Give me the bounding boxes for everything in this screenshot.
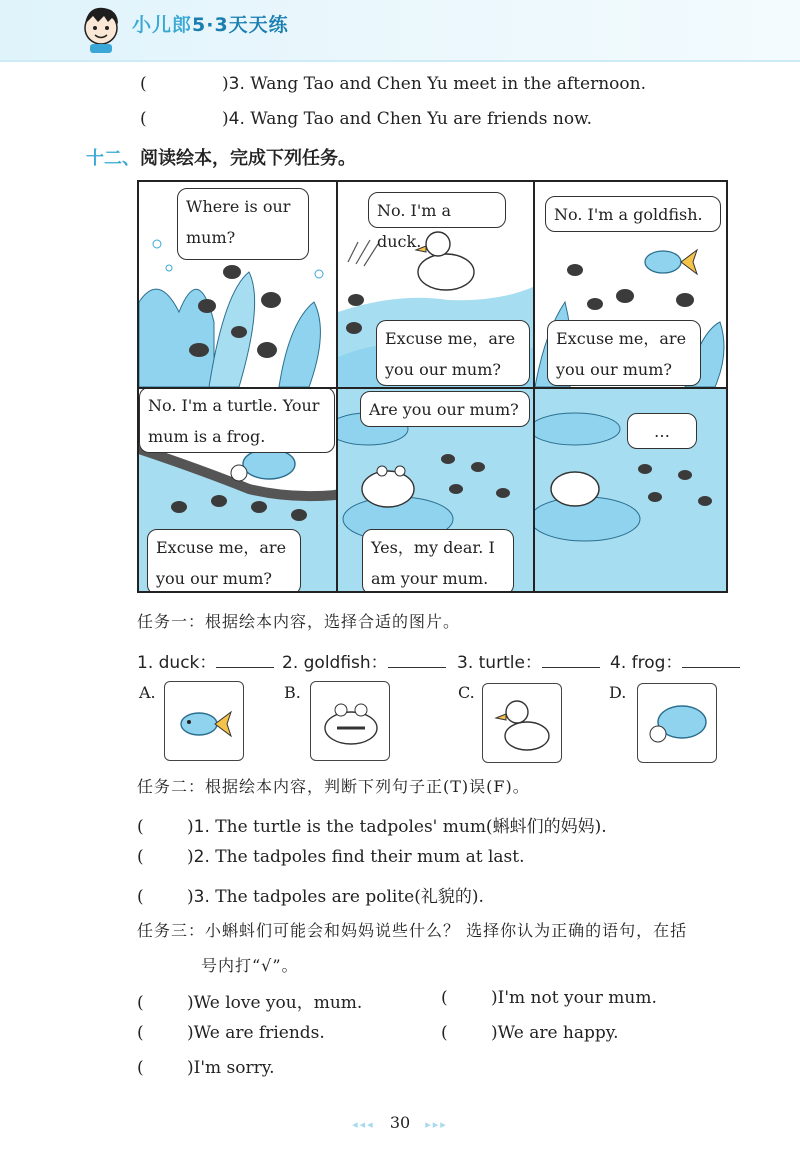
- task3-choice[interactable]: ( )We are friends.: [137, 1023, 325, 1043]
- question-text: Wang Tao and Chen Yu are friends now.: [250, 109, 592, 129]
- task1-item-turtle: [457, 648, 600, 673]
- task2-item-2: ( )2. The tadpoles find their mum at last.: [137, 847, 525, 867]
- task2-title: 任务二：根据绘本内容，判断下列句子正(T)误(F)。: [137, 777, 530, 796]
- question-number: 4.: [228, 109, 245, 129]
- answer-paren-close: ): [222, 109, 229, 129]
- page-number: 30: [389, 1113, 411, 1132]
- statement-text: The tadpoles are polite(礼貌的).: [215, 887, 484, 907]
- goldfish-icon: [165, 682, 244, 761]
- bubble-line: mum?: [186, 228, 236, 247]
- option-letter: A.: [139, 683, 156, 702]
- item-word: frog：: [631, 653, 683, 673]
- speech-bubble: [376, 320, 530, 386]
- speech-bubble: [547, 320, 701, 386]
- prev-question-3: [140, 74, 646, 94]
- option-letter: C.: [458, 683, 475, 702]
- comic-panel-2: [338, 182, 533, 387]
- question-number: 3.: [228, 74, 245, 94]
- option-b-picture[interactable]: [310, 681, 390, 761]
- bubble-line: Are you our mum?: [369, 400, 519, 419]
- frog-icon: [551, 472, 599, 506]
- bubble-line: No. I'm a duck.: [377, 201, 452, 251]
- brand-title: [132, 10, 289, 37]
- item-number: 2.: [282, 653, 299, 673]
- item-number: 3.: [193, 887, 210, 907]
- answer-paren-open[interactable]: (: [140, 74, 147, 94]
- section-heading: [86, 144, 356, 170]
- prev-question-4: [140, 109, 592, 129]
- item-number: 1.: [193, 817, 210, 837]
- option-a-picture[interactable]: [164, 681, 244, 761]
- bubble-line: Where is our: [186, 197, 291, 216]
- task2-item-1: ( )1. The turtle is the tadpoles' mum(蝌蚪们的妈妈).: [137, 817, 607, 837]
- task3-choice[interactable]: ( )We love you，mum.: [137, 993, 363, 1013]
- item-number: 4.: [610, 653, 627, 673]
- item-word: duck：: [158, 653, 217, 673]
- task3-choice[interactable]: ( )I'm sorry.: [137, 1058, 275, 1078]
- statement-text: The tadpoles find their mum at last.: [215, 847, 525, 867]
- comic-panel-1: [139, 182, 336, 387]
- section-title: 阅读绘本，完成下列任务。: [140, 148, 356, 169]
- section-number: 十二、: [86, 148, 140, 169]
- option-c-picture[interactable]: [482, 683, 562, 763]
- frog-icon: [311, 682, 390, 761]
- bubble-line: …: [654, 422, 670, 441]
- task1-item-duck: [137, 648, 274, 673]
- choice-text: We love you，mum.: [193, 993, 363, 1013]
- task3-choice[interactable]: ( )We are happy.: [441, 1023, 619, 1043]
- choice-text: We are happy.: [497, 1023, 619, 1043]
- answer-paren-close: ): [222, 74, 229, 94]
- footer-left-arrows-icon: ◂◂◂: [352, 1118, 375, 1131]
- answer-blank[interactable]: [216, 651, 274, 668]
- choice-text: We are friends.: [193, 1023, 325, 1043]
- task3-choice[interactable]: ( )I'm not your mum.: [441, 988, 657, 1008]
- answer-blank[interactable]: [682, 651, 740, 668]
- speech-bubble: [147, 529, 301, 593]
- task1-item-goldfish: [282, 648, 446, 673]
- bubble-line: Excuse me，are: [385, 329, 516, 348]
- question-text: Wang Tao and Chen Yu meet in the afternoon.: [250, 74, 647, 94]
- answer-paren-open[interactable]: (: [140, 109, 147, 129]
- goldfish-icon: [645, 250, 697, 274]
- speech-bubble: [627, 413, 697, 449]
- option-d-picture[interactable]: [637, 683, 717, 763]
- option-letter: B.: [284, 683, 301, 702]
- comic-panel-4: [139, 389, 336, 593]
- page-footer: [0, 1113, 800, 1132]
- bubble-line: you our mum?: [556, 360, 672, 379]
- task1-title: 任务一：根据绘本内容，选择合适的图片。: [137, 612, 461, 631]
- comic-panel-6: [535, 389, 728, 593]
- task3-title: 任务三：小蝌蚪们可能会和妈妈说些什么？ 选择你认为正确的语句，在括: [137, 921, 688, 940]
- bubble-line: Yes，my dear. I: [371, 538, 495, 557]
- picture-book-comic: [137, 180, 728, 593]
- speech-bubble: [139, 389, 335, 453]
- speech-bubble: [362, 529, 514, 593]
- item-word: goldfish：: [303, 653, 388, 673]
- item-number: 2.: [193, 847, 210, 867]
- bubble-line: you our mum?: [385, 360, 501, 379]
- statement-text: The turtle is the tadpoles' mum(蝌蚪们的妈妈).: [215, 817, 607, 837]
- bubble-line: Excuse me，are: [556, 329, 687, 348]
- item-number: 1.: [137, 653, 154, 673]
- speech-bubble: [545, 196, 721, 232]
- bubble-line: No. I'm a turtle. Your: [148, 396, 320, 415]
- bubble-line: am your mum.: [371, 569, 489, 588]
- duck-icon: [483, 684, 562, 763]
- bubble-line: No. I'm a goldfish.: [554, 205, 703, 224]
- turtle-icon: [231, 449, 295, 481]
- option-letter: D.: [609, 683, 627, 702]
- speech-bubble: [360, 391, 530, 427]
- answer-blank[interactable]: [388, 651, 446, 668]
- bubble-line: mum is a frog.: [148, 427, 266, 446]
- brand-series: 5·3天天练: [192, 14, 289, 36]
- task2-item-3: ( )3. The tadpoles are polite(礼貌的).: [137, 887, 484, 907]
- answer-blank[interactable]: [542, 651, 600, 668]
- choice-text: I'm sorry.: [193, 1058, 275, 1078]
- task3-title-cont: 号内打“√”。: [201, 956, 299, 975]
- item-number: 3.: [457, 653, 474, 673]
- comic-panel-5: [338, 389, 533, 593]
- header-divider: [0, 60, 800, 62]
- footer-right-arrows-icon: ▸▸▸: [425, 1118, 448, 1131]
- item-word: turtle：: [478, 653, 542, 673]
- mascot-boy-icon: [78, 4, 124, 54]
- task1-item-frog: [610, 648, 740, 673]
- bubble-line: Excuse me，are: [156, 538, 287, 557]
- speech-bubble: [368, 192, 506, 251]
- choice-text: I'm not your mum.: [497, 988, 657, 1008]
- turtle-icon: [638, 684, 717, 763]
- brand-name: 小儿郎: [132, 14, 193, 36]
- speech-bubble: [177, 188, 309, 260]
- bubble-line: you our mum?: [156, 569, 272, 588]
- comic-panel-3: [535, 182, 728, 387]
